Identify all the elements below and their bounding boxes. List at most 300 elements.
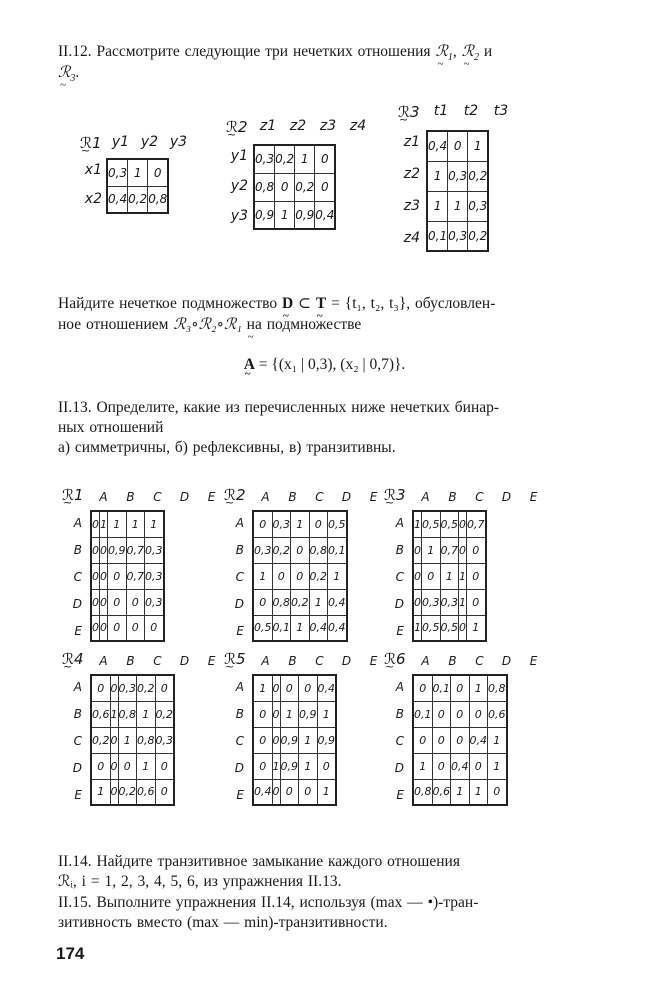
table-cell: 0 (91, 753, 110, 779)
row-label: y1 (230, 148, 248, 164)
row-label: C (235, 734, 244, 748)
table-cell: 0,3 (468, 191, 489, 221)
table-cell: 0 (413, 537, 422, 563)
column-header: E (207, 490, 216, 504)
row-label: z4 (403, 230, 420, 246)
table-row (253, 727, 336, 753)
table-name: ℛ1 ~ (62, 486, 84, 504)
table-row (413, 727, 507, 753)
table-cell: 0 (91, 675, 110, 701)
ex12-conj: и (483, 43, 493, 60)
row-label: D (394, 761, 404, 775)
table-row (413, 779, 507, 805)
row-label: D (72, 597, 82, 611)
table-row (427, 191, 488, 221)
table-cell: 0 (110, 727, 118, 753)
relation-grid (426, 130, 489, 252)
table-cell: 0,9 (295, 201, 315, 229)
set-t: T ~ (316, 294, 326, 314)
table-cell: 0 (469, 753, 488, 779)
table-cell: 0,8 (413, 779, 432, 805)
column-header: B (288, 654, 297, 668)
table-cell: 0,2 (137, 675, 156, 701)
table-cell: 0 (413, 563, 422, 589)
table-cell: 0,2 (272, 537, 291, 563)
row-label: A (235, 680, 244, 694)
table-cell: 0 (100, 537, 108, 563)
table-row (91, 563, 164, 589)
table-cell: 0,4 (469, 727, 488, 753)
table-cell: 0 (155, 753, 174, 779)
table-cell: 0,3 (107, 159, 128, 186)
relation-grid (412, 674, 508, 806)
table-cell: 0 (272, 675, 280, 701)
table-cell: 1 (427, 191, 448, 221)
table-cell: 0 (291, 563, 310, 589)
table-cell: 0 (155, 779, 174, 805)
table-cell: 0 (110, 779, 118, 805)
table-cell: 0,3 (118, 675, 137, 701)
row-label: E (396, 788, 404, 802)
table-name: ℛ5 ~ (224, 650, 246, 668)
exercise-13-line1: II.13. Определите, какие из перечисленных ниже нечетких бинар- (58, 399, 500, 416)
table-row (253, 675, 336, 701)
relation-grid (252, 510, 348, 642)
table-row (91, 675, 174, 701)
table-cell: 0,2 (309, 563, 328, 589)
table-cell: 0,6 (137, 779, 156, 805)
table-cell: 0,1 (328, 537, 347, 563)
table-row (253, 615, 347, 641)
column-header: y2 (140, 134, 159, 150)
table-name: ℛ1 ~ (80, 134, 102, 152)
table-cell: 1 (291, 615, 310, 641)
table-cell: 0 (459, 511, 467, 537)
table-row (91, 753, 174, 779)
row-label: C (235, 570, 244, 584)
table-cell: 0,5 (440, 511, 459, 537)
table-cell: 1 (145, 511, 164, 537)
table-cell: 0,3 (448, 161, 468, 191)
formula-a (0, 356, 649, 374)
table-cell: 0,3 (448, 221, 468, 251)
column-header: C (153, 654, 162, 668)
table-cell: 0,8 (254, 173, 275, 201)
table-row (254, 145, 335, 173)
column-header: z1 (259, 118, 277, 134)
column-header: B (448, 654, 457, 668)
table-cell: 0 (459, 615, 467, 641)
table-cell: 0,1 (272, 615, 291, 641)
row-label: x1 (84, 162, 102, 178)
table-cell: 0 (118, 753, 137, 779)
ex12-end: . (75, 64, 80, 81)
table-row (91, 701, 174, 727)
table-cell: 0,2 (91, 727, 110, 753)
table-row (253, 753, 336, 779)
table-cell: 1 (110, 701, 118, 727)
table-cell: 1 (295, 145, 315, 173)
table-cell: 0,2 (295, 173, 315, 201)
table-cell: 1 (459, 563, 467, 589)
table-row (254, 173, 335, 201)
table-row (413, 563, 486, 589)
table-cell: 0 (91, 511, 100, 537)
table-cell: 0,2 (118, 779, 137, 805)
row-label: z1 (403, 134, 420, 150)
table-cell: 0 (91, 615, 100, 641)
table-cell: 0,3 (440, 589, 459, 615)
table-cell: 0 (100, 615, 108, 641)
table-cell: 0,4 (328, 615, 347, 641)
table-cell: 1 (451, 779, 470, 805)
table-cell: 0,4 (451, 753, 470, 779)
table-cell: 0,2 (468, 221, 489, 251)
set-a-def: = {(x₁ | 0,3), (x₂ | 0,7)}. (258, 356, 406, 373)
table-cell: 1 (448, 191, 468, 221)
row-label: E (236, 788, 244, 802)
table-row (253, 779, 336, 805)
set-d: D ~ (282, 294, 293, 314)
table-row (427, 131, 488, 161)
column-header: A (421, 490, 430, 504)
table-cell: 0,2 (275, 145, 295, 173)
table-cell: 0 (432, 753, 451, 779)
row-label: D (72, 761, 82, 775)
table-cell: 0 (467, 563, 486, 589)
table-cell: 1 (299, 753, 318, 779)
table-cell: 1 (467, 615, 486, 641)
table-cell: 0 (315, 173, 336, 201)
table-cell: 0,8 (137, 727, 156, 753)
column-header: B (126, 490, 135, 504)
column-header: C (475, 490, 484, 504)
table-name: ℛ3 ~ (398, 103, 420, 121)
row-label: B (73, 543, 82, 557)
relation-grid (90, 674, 175, 806)
table-cell: 0 (253, 701, 272, 727)
column-header: B (448, 490, 457, 504)
table-cell: 0,5 (422, 511, 441, 537)
table-cell: 0 (291, 537, 310, 563)
exercise-12-text (58, 42, 594, 68)
table-cell: 0,6 (91, 701, 110, 727)
table-cell: 0 (91, 589, 100, 615)
set-a: A ~ (244, 356, 255, 374)
table-row (253, 537, 347, 563)
table-cell: 0,2 (128, 186, 148, 213)
page-number: 174 (56, 944, 85, 963)
table-cell: 1 (459, 589, 467, 615)
row-label: B (395, 543, 404, 557)
table-cell: 1 (280, 701, 299, 727)
table-cell: 1 (291, 511, 310, 537)
table-cell: 0 (126, 615, 145, 641)
table-cell: 0,9 (317, 727, 336, 753)
table-cell: 0 (126, 589, 145, 615)
exercise-13-line3: а) симметричны, б) рефлексивны, в) транзитивны. (58, 439, 396, 456)
column-header: t2 (463, 103, 479, 119)
table-cell: 0 (100, 563, 108, 589)
table-row (91, 615, 164, 641)
table-cell: 0 (253, 589, 272, 615)
table-cell: 0,9 (108, 537, 127, 563)
table-cell: 0 (108, 615, 127, 641)
table-cell: 1 (309, 589, 328, 615)
table-cell: 0,3 (155, 727, 174, 753)
row-label: C (395, 570, 404, 584)
table-cell: 0,8 (309, 537, 328, 563)
table-cell: 0,4 (328, 589, 347, 615)
table-cell: 0 (91, 537, 100, 563)
table-cell: 0 (110, 675, 118, 701)
table-cell: 0 (253, 753, 272, 779)
table-cell: 0,5 (422, 615, 441, 641)
table-cell: 0 (272, 563, 291, 589)
table-name: ℛ2 ~ (226, 118, 248, 136)
row-label: y3 (230, 208, 248, 224)
row-label: B (395, 707, 404, 721)
relation-grid (106, 158, 169, 214)
table-row (427, 221, 488, 251)
table-cell: 1 (413, 753, 432, 779)
table-cell: 1 (108, 511, 127, 537)
table-cell: 0 (272, 779, 280, 805)
row-label: A (395, 680, 404, 694)
table-cell: 0,8 (488, 675, 507, 701)
table-cell: 0 (253, 727, 272, 753)
row-label: D (234, 597, 244, 611)
table-cell: 0 (422, 563, 441, 589)
column-header: B (126, 654, 135, 668)
row-label: E (396, 624, 404, 638)
table-cell: 0 (309, 511, 328, 537)
row-label: C (73, 570, 82, 584)
table-row (253, 589, 347, 615)
column-header: t3 (493, 103, 509, 119)
table-cell: 0 (100, 589, 108, 615)
column-header: D (179, 490, 190, 504)
table-cell: 0 (448, 131, 468, 161)
column-header: D (341, 490, 352, 504)
table-cell: 0 (413, 589, 422, 615)
table-row (254, 201, 335, 229)
table-cell: 1 (91, 779, 110, 805)
table-cell: 0,9 (299, 701, 318, 727)
column-header: C (315, 490, 324, 504)
column-header: A (421, 654, 430, 668)
column-header: y3 (169, 134, 188, 150)
exercise-14-line1: II.14. Найдите транзитивное замыкание каждого отношения (58, 853, 460, 870)
table-cell: 0 (467, 589, 486, 615)
table-row (91, 727, 174, 753)
table-cell: 1 (488, 727, 507, 753)
table-cell: 1 (488, 753, 507, 779)
column-header: B (288, 490, 297, 504)
composition: ℛ₃∘ℛ₂∘ℛ₁ (173, 316, 242, 333)
table-cell: 1 (299, 727, 318, 753)
table-cell: 0,3 (253, 537, 272, 563)
relation-grid (252, 674, 337, 806)
row-label: A (235, 516, 244, 530)
table-cell: 0 (488, 779, 507, 805)
table-cell: 0 (469, 701, 488, 727)
table-cell: 0 (459, 537, 467, 563)
table-row (253, 701, 336, 727)
relation-grid (412, 510, 487, 642)
table-row (91, 511, 164, 537)
row-label: E (236, 624, 244, 638)
table-name: ℛ4 ~ (62, 650, 84, 668)
table-row (413, 615, 486, 641)
row-label: y2 (230, 178, 248, 194)
table-cell: 0,1 (413, 701, 432, 727)
table-cell: 0 (280, 675, 299, 701)
subset-sign: ⊂ (298, 295, 312, 312)
row-label: x2 (84, 191, 102, 207)
row-label: E (74, 624, 82, 638)
table-cell: 0 (413, 675, 432, 701)
table-cell: 0,4 (317, 675, 336, 701)
column-header: E (369, 490, 378, 504)
table-cell: 0,5 (440, 615, 459, 641)
row-label: z3 (403, 198, 420, 214)
find-subset-line1: Найдите нечеткое подмножество (58, 295, 278, 312)
row-label: B (235, 707, 244, 721)
table-cell: 0,3 (272, 511, 291, 537)
table-cell: 0,4 (315, 201, 336, 229)
exercise-15-line2: зитивность вместо (max — min)-транзитивности. (58, 914, 388, 931)
table-cell: 0,3 (145, 589, 164, 615)
table-cell: 1 (100, 511, 108, 537)
set-t-def: = {t₁, t₂, t₃}, обусловлен- (331, 295, 496, 312)
table-cell: 0 (272, 701, 280, 727)
table-cell: 0,4 (427, 131, 448, 161)
column-header: D (501, 490, 512, 504)
column-header: A (99, 654, 108, 668)
table-cell: 1 (440, 563, 459, 589)
relation-grid (90, 510, 165, 642)
table-cell: 1 (427, 161, 448, 191)
column-header: A (261, 654, 270, 668)
table-row (413, 537, 486, 563)
table-cell: 0,7 (126, 563, 145, 589)
table-cell: 0 (110, 753, 118, 779)
row-label: A (73, 516, 82, 530)
table-cell: 0,3 (145, 537, 164, 563)
table-cell: 0 (108, 563, 127, 589)
table-row (413, 701, 507, 727)
table-row (107, 186, 168, 213)
exercise-12-text-line2 (58, 63, 79, 89)
table-cell: 1 (413, 511, 422, 537)
column-header: z2 (289, 118, 307, 134)
column-header: z3 (319, 118, 337, 134)
row-label: D (394, 597, 404, 611)
table-cell: 0,3 (254, 145, 275, 173)
find-subset-text (58, 294, 594, 314)
column-header: A (99, 490, 108, 504)
table-cell: 0 (432, 727, 451, 753)
row-label: C (395, 734, 404, 748)
table-cell: 0,8 (148, 186, 169, 213)
table-cell: 0 (155, 675, 174, 701)
row-label: A (73, 680, 82, 694)
table-cell: 0,4 (309, 615, 328, 641)
exercise-13-line2: ных отношений (58, 419, 164, 436)
table-row (91, 589, 164, 615)
row-label: B (73, 707, 82, 721)
table-cell: 0,8 (272, 589, 291, 615)
table-row (413, 511, 486, 537)
table-cell: 0 (148, 159, 169, 186)
table-cell: 0 (451, 675, 470, 701)
table-cell: 1 (317, 701, 336, 727)
column-header: C (475, 654, 484, 668)
table-cell: 1 (118, 727, 137, 753)
table-row (253, 511, 347, 537)
column-header: y1 (111, 134, 130, 150)
table-name: ℛ6 ~ (384, 650, 406, 668)
table-cell: 0,3 (145, 563, 164, 589)
table-cell: 0,9 (254, 201, 275, 229)
table-cell: 1 (272, 753, 280, 779)
table-cell: 1 (126, 511, 145, 537)
table-cell: 0,1 (432, 675, 451, 701)
table-cell: 0,4 (253, 779, 272, 805)
table-cell: 0 (108, 589, 127, 615)
column-header: D (501, 654, 512, 668)
table-cell: 0 (145, 615, 164, 641)
table-cell: 0,2 (155, 701, 174, 727)
table-cell: 1 (137, 753, 156, 779)
row-label: E (74, 788, 82, 802)
table-cell: 1 (253, 675, 272, 701)
table-cell: 0 (280, 779, 299, 805)
row-label: z2 (403, 166, 420, 182)
find-subset-line2: ное отношением (58, 316, 169, 333)
table-cell: 0,2 (468, 161, 489, 191)
column-header: E (529, 654, 538, 668)
table-cell: 0 (413, 727, 432, 753)
table-cell: 0,9 (280, 727, 299, 753)
table-cell: 0,3 (422, 589, 441, 615)
table-cell: 1 (317, 779, 336, 805)
table-cell: 1 (469, 675, 488, 701)
table-cell: 0 (315, 145, 336, 173)
table-row (413, 753, 507, 779)
relation-r3-symbol: ℛ$_3$ ~ (58, 63, 75, 89)
table-cell: 0,7 (467, 511, 486, 537)
table-cell: 0 (451, 701, 470, 727)
table-row (91, 779, 174, 805)
column-header: A (261, 490, 270, 504)
table-row (413, 675, 507, 701)
row-label: A (395, 516, 404, 530)
relation-r2-symbol: ℛ$_2$ ~ (462, 42, 479, 68)
column-header: t1 (433, 103, 449, 119)
table-cell: 0 (317, 753, 336, 779)
table-cell: 0 (432, 701, 451, 727)
table-row (91, 537, 164, 563)
ex12-sep: , (452, 43, 457, 60)
row-label: C (73, 734, 82, 748)
table-cell: 1 (328, 563, 347, 589)
table-cell: 0 (299, 675, 318, 701)
row-label: B (235, 543, 244, 557)
table-cell: 1 (275, 201, 295, 229)
column-header: C (315, 654, 324, 668)
